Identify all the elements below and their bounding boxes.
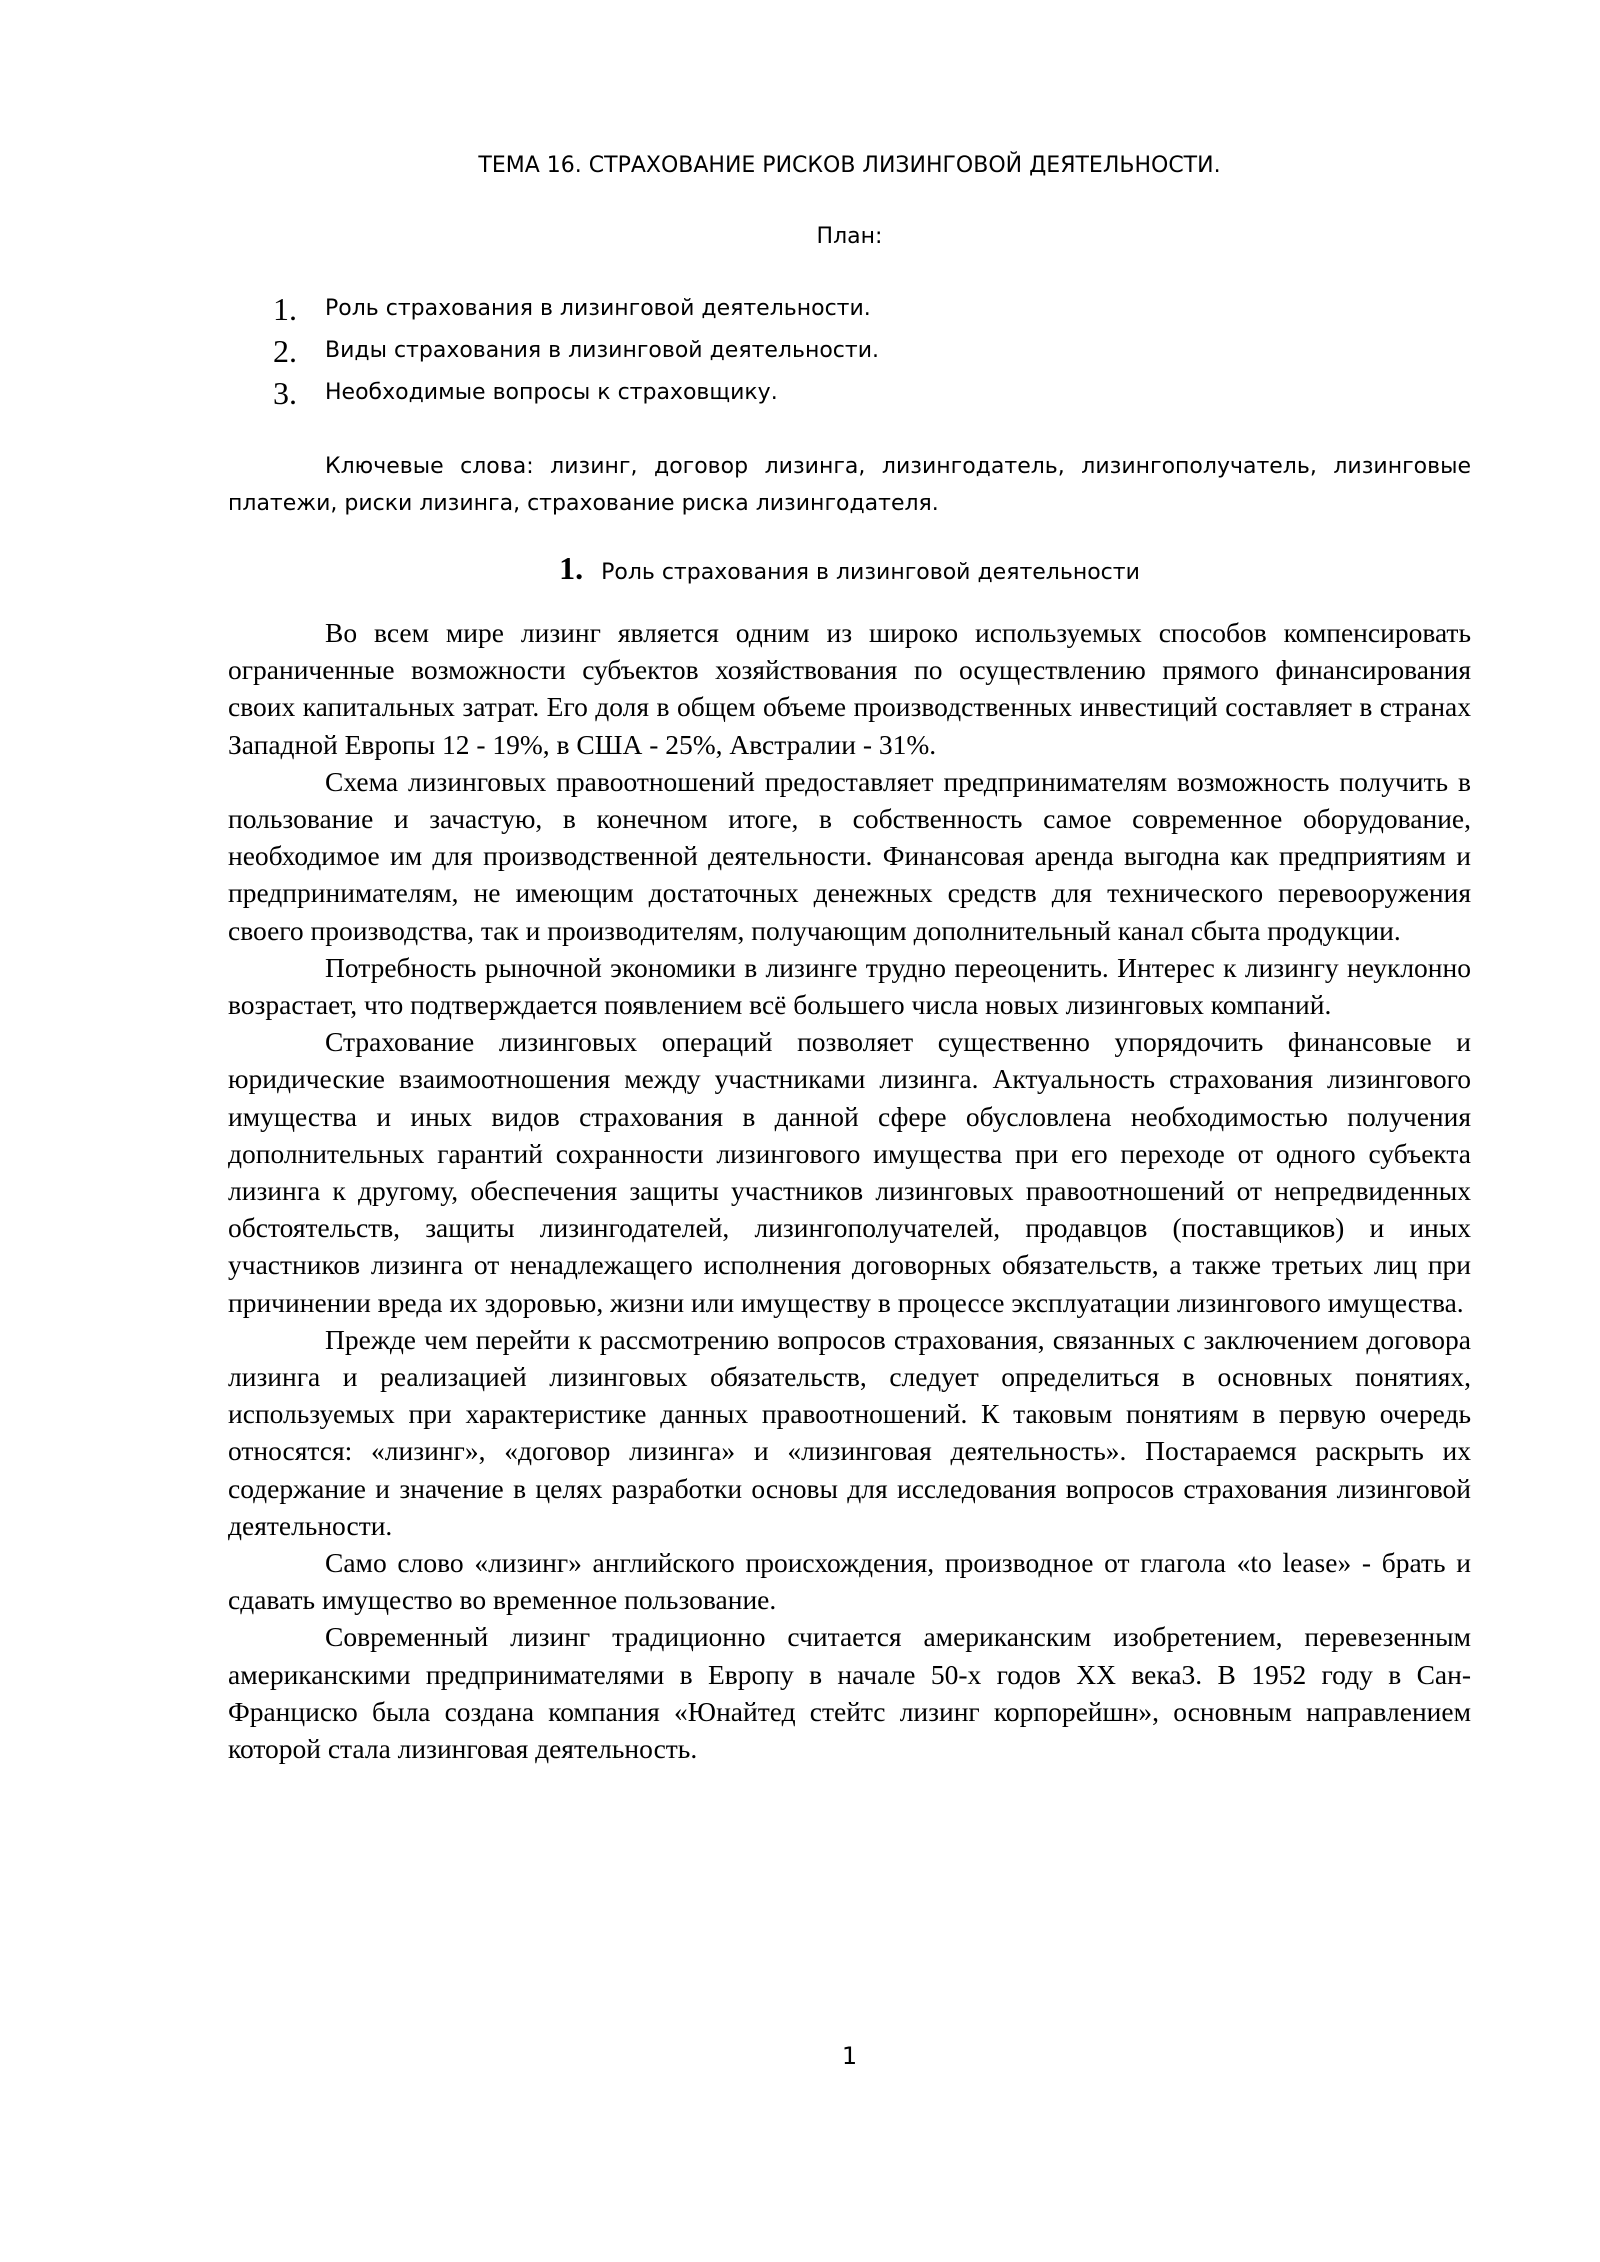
document-title: ТЕМА 16. СТРАХОВАНИЕ РИСКОВ ЛИЗИНГОВОЙ ДЕЯТЕЛЬНОСТИ.: [478, 153, 1221, 178]
body-paragraph: Современный лизинг традиционно считается американским изобретением, перевезенным американскими предпринимателями в Европу в начале 50-х годов XX века3. В 1952 году в Сан-Франциско была создана компания «Юнайтед стейтс лизинг корпорейшн», основным направлением которой стала лизинговая деятельность.: [228, 1621, 1471, 1765]
section-number: 1.: [559, 550, 584, 586]
keywords-paragraph: Ключевые слова: лизинг, договор лизинга, лизингодатель, лизингополучатель, лизинговые платежи, риски лизинга, страхование риска лизингодателя.: [228, 454, 1471, 516]
plan-list: [228, 288, 1471, 414]
section-title: Роль страхования в лизинговой деятельности: [601, 560, 1140, 585]
plan-item-text: Виды страхования в лизинговой деятельности.: [325, 338, 879, 363]
body-paragraph: Прежде чем перейти к рассмотрению вопросов страхования, связанных с заключением договора лизинга и реализацией лизинговых обязательств, следует определиться в основных понятиях, используемых при характеристике данных правоотношений. К таковым понятиям в первую очередь относятся: «лизинг», «договор лизинга» и «лизинговая деятельность». Постараемся раскрыть их содержание и значение в целях разработки основы для исследования вопросов страхования лизинговой деятельности.: [228, 1323, 1471, 1541]
body-paragraph: Во всем мире лизинг является одним из широко используемых способов компенсировать ограниченные возможности субъектов хозяйствования по осуществлению прямого финансирования своих капитальных затрат. Его доля в общем объеме производственных инвестиций составляет в странах Западной Европы 12 - 19%, в США - 25%, Австралии - 31%.: [228, 617, 1471, 760]
page-number: 1: [841, 2042, 858, 2070]
plan-item: [228, 330, 1471, 372]
section-heading: [228, 548, 1471, 593]
plan-heading: План:: [816, 224, 883, 249]
body-paragraph: Схема лизинговых правоотношений предоставляет предпринимателям возможность получить в пользование и зачастую, в конечном итоге, в собственность самое современное оборудование, необходимое им для производственной деятельности. Финансовая аренда выгодна как предприятиям и предпринимателям, не имеющим достаточных денежных средств для технического перевооружения своего производства, так и производителям, получающим дополнительный канал сбыта продукции.: [228, 765, 1471, 946]
plan-item-text: Необходимые вопросы к страховщику.: [325, 380, 778, 405]
plan-item-number: 2.: [273, 333, 297, 369]
plan-item-number: 3.: [273, 375, 297, 411]
plan-item: [228, 288, 1471, 330]
body-text: [228, 614, 1471, 1767]
body-paragraph: Страхование лизинговых операций позволяет существенно упорядочить финансовые и юридические взаимоотношения между участниками лизинга. Актуальность страхования лизингового имущества и иных видов страхования в данной сфере обусловлена необходимостью получения дополнительных гарантий сохранности лизингового имущества при его переходе от одного субъекта лизинга к другому, обеспечения защиты участников лизинговых правоотношений от непредвиденных обстоятельств, защиты лизингодателей, лизингополучателей, продавцов (поставщиков) и иных участников лизинга от ненадлежащего исполнения договорных обязательств, а также третьих лиц при причинении вреда их здоровью, жизни или имуществу в процессе эксплуатации лизингового имущества.: [228, 1026, 1471, 1318]
plan-item: [228, 372, 1471, 414]
body-paragraph: Само слово «лизинг» английского происхождения, производное от глагола «to lease» - брать и сдавать имущество во временное пользование.: [228, 1547, 1471, 1616]
plan-item-text: Роль страхования в лизинговой деятельности.: [325, 296, 871, 321]
plan-item-number: 1.: [273, 291, 297, 327]
body-paragraph: Потребность рыночной экономики в лизинге трудно переоценить. Интерес к лизингу неуклонно возрастает, что подтверждается появлением всё большего числа новых лизинговых компаний.: [228, 951, 1471, 1021]
